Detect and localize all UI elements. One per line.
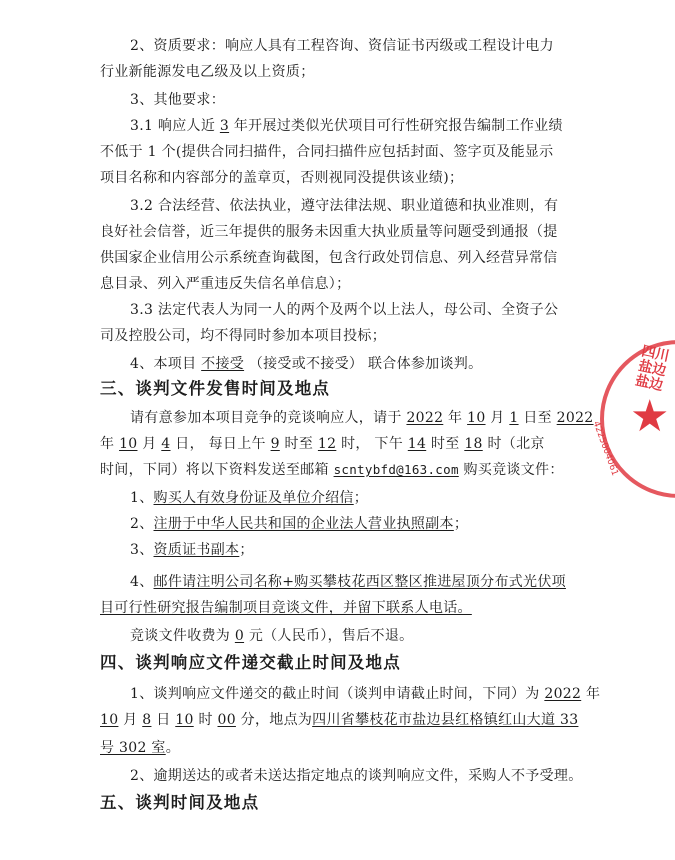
- seal-number: 4225004061: [590, 420, 620, 478]
- fee-line: [130, 626, 413, 646]
- text: 3、: [130, 542, 154, 558]
- text: 月: [485, 410, 510, 426]
- text: 注册于中华人民共和国的企业法人营业执照副本: [153, 516, 454, 532]
- other-requirements-title: 3、其他要求：: [130, 92, 226, 108]
- text: 时， 下午: [336, 436, 408, 452]
- consortium-value: 不接受: [201, 356, 245, 372]
- fee-value: 0: [234, 628, 245, 644]
- deadline-line: [100, 738, 180, 758]
- requirement-3-2-line: 3.2 合法经营、依法执业，遵守法律法规、职业道德和执业准则，有: [130, 198, 559, 214]
- text: 购买竞谈文件：: [458, 462, 564, 478]
- email-link[interactable]: scntybfd@163.com: [333, 462, 459, 477]
- requirement-3-2-line: 供国家企业信用公示系统查询截图，包含行政处罚信息、列入经营异常信: [100, 250, 558, 266]
- text: ；: [453, 516, 469, 532]
- required-doc-item: [130, 514, 468, 534]
- text: 邮件请注明公司名称+购买攀枝花西区整区推进屋顶分布式光伏项: [153, 574, 566, 590]
- text: 时间，下同）将以下资料发送至邮箱: [100, 462, 334, 478]
- text: 日至: [518, 410, 557, 426]
- text: 4、: [130, 574, 154, 590]
- text: 竞谈文件收费为: [130, 628, 235, 644]
- section-5-heading: 五、谈判时间及地点: [100, 793, 260, 812]
- deadline-line: [130, 684, 600, 704]
- text: 月: [137, 436, 162, 452]
- consortium-line: [130, 354, 482, 374]
- requirement-3-3-line: 3.3 法定代表人为同一人的两个及两个以上法人，母公司、全资子公: [130, 302, 559, 318]
- text: ；: [353, 490, 369, 506]
- text: 年: [100, 436, 120, 452]
- address: 四川省攀枝花市盐边县红格镇红山大道 33: [312, 712, 579, 728]
- deadline-line: [100, 710, 578, 730]
- text: 年: [581, 686, 601, 702]
- text: 时至: [279, 436, 318, 452]
- text: 请有意参加本项目竞争的竞谈响应人，请于: [130, 410, 407, 426]
- day: 4: [161, 436, 171, 452]
- text: 资质证书副本: [153, 542, 240, 558]
- year: 2022: [556, 410, 594, 426]
- required-doc-item: [130, 488, 368, 508]
- sale-email-line: [100, 460, 564, 480]
- text: （接受或不接受） 联合体参加谈判。: [244, 356, 483, 372]
- requirement-3-1-line: [130, 116, 563, 136]
- text: 时（北京: [482, 436, 545, 452]
- text: 4、本项目: [130, 356, 202, 372]
- month: 10: [119, 436, 138, 452]
- requirement-3-2-line: 良好社会信誉，近三年提供的服务未因重大执业质量等问题受到通报（提: [100, 224, 558, 240]
- requirement-3-1-line: 项目名称和内容部分的盖章页，否则视同没提供该业绩)；: [100, 170, 464, 186]
- text: 日， 每日上午: [170, 436, 271, 452]
- text: 3.1 响应人近: [130, 118, 220, 134]
- years-value: 3: [219, 118, 230, 134]
- qualification-line: 行业新能源发电乙级及以上资质；: [100, 64, 315, 80]
- year: 2022: [544, 686, 582, 702]
- text: 购买人有效身份证及单位介绍信: [153, 490, 354, 506]
- text: 年: [443, 410, 468, 426]
- sale-time-line: [130, 408, 594, 428]
- year: 2022: [406, 410, 444, 426]
- text: 时: [193, 712, 218, 728]
- address: 号 302 室: [100, 740, 166, 756]
- requirement-3-1-line: 不低于 1 个(提供合同扫描件，合同扫描件应包括封面、签字页及能显示: [100, 144, 554, 160]
- hour: 10: [175, 712, 194, 728]
- required-doc-item: [100, 598, 472, 618]
- sale-time-line: [100, 434, 545, 454]
- text: 目可行性研究报告编制项目竞谈文件，并留下联系人电话。: [100, 600, 472, 616]
- star-icon: ★: [630, 391, 670, 442]
- text: 元（人民币），售后不退。: [244, 628, 414, 644]
- text: 年开展过类似光伏项目可行性研究报告编制工作业绩: [229, 118, 563, 134]
- text: 月: [118, 712, 143, 728]
- text: 分，地点为: [235, 712, 313, 728]
- text: 日: [151, 712, 176, 728]
- minute: 00: [217, 712, 236, 728]
- requirement-3-3-line: 司及控股公司，均不得同时参加本项目投标；: [100, 328, 386, 344]
- section-3-heading: 三、谈判文件发售时间及地点: [100, 379, 331, 398]
- hour: 18: [464, 436, 483, 452]
- text: 1、谈判响应文件递交的截止时间（谈判申请截止时间，下同）为: [130, 686, 545, 702]
- hour: 9: [270, 436, 280, 452]
- required-doc-item: [130, 540, 254, 560]
- text: 2、: [130, 516, 154, 532]
- required-doc-item: [130, 572, 566, 592]
- day: 1: [509, 410, 519, 426]
- text: ；: [239, 542, 254, 558]
- requirement-3-2-line: 息目录、列入严重违反失信名单信息）；: [100, 276, 351, 292]
- seal-text: 四川盐边盐边: [633, 343, 671, 395]
- hour: 14: [407, 436, 427, 452]
- day: 8: [142, 712, 152, 728]
- hour: 12: [317, 436, 337, 452]
- text: 1、: [130, 490, 154, 506]
- text: 。: [165, 740, 181, 756]
- late-submission-line: 2、逾期送达的或者未送达指定地点的谈判响应文件，采购人不予受理。: [130, 768, 583, 784]
- month: 10: [467, 410, 486, 426]
- qualification-line: 2、资质要求：响应人具有工程咨询、资信证书丙级或工程设计电力: [130, 38, 554, 54]
- month: 10: [100, 712, 119, 728]
- text: 时至: [426, 436, 465, 452]
- section-4-heading: 四、谈判响应文件递交截止时间及地点: [100, 653, 401, 672]
